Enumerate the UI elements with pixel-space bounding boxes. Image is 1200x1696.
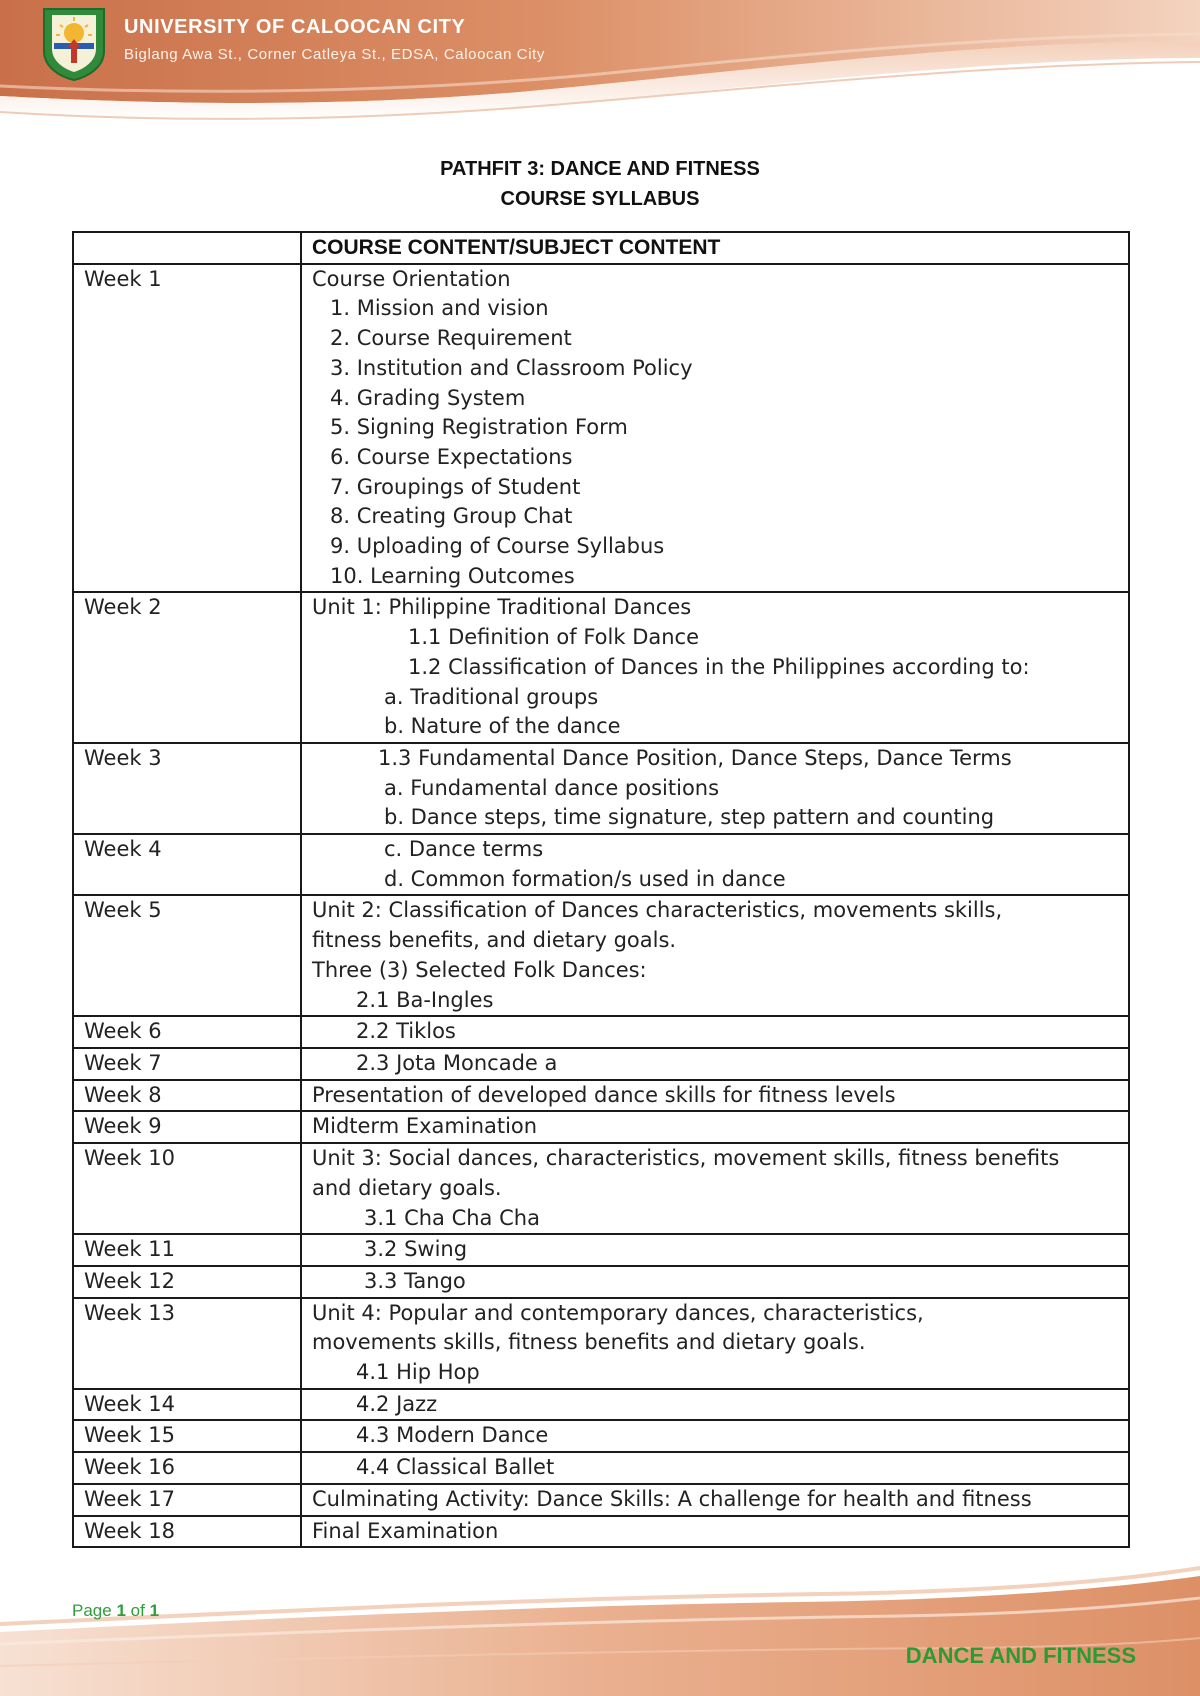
week-cell: Week 18 <box>73 1516 301 1548</box>
page-of: of <box>130 1601 145 1620</box>
week-column-header <box>73 232 301 264</box>
content-line: Midterm Examination <box>312 1114 538 1139</box>
week-cell: Week 15 <box>73 1420 301 1452</box>
page-current: 1 <box>116 1601 126 1620</box>
content-line: 3. Institution and Classroom Policy <box>330 355 693 380</box>
week-cell: Week 10 <box>73 1143 301 1234</box>
content-cell <box>301 1234 1129 1266</box>
content-line: 4.3 Modern Dance <box>356 1423 549 1448</box>
content-cell <box>301 1111 1129 1143</box>
content-line: 2.3 Jota Moncade a <box>356 1050 558 1075</box>
content-line: 4.4 Classical Ballet <box>356 1455 555 1480</box>
content-line: 3.2 Swing <box>364 1237 468 1262</box>
content-cell <box>301 1516 1129 1548</box>
content-line: 1. Mission and vision <box>330 296 549 321</box>
content-line: movements skills, fitness benefits and dietary goals. <box>312 1330 866 1355</box>
table-header-row <box>73 232 1129 264</box>
table-row <box>73 1298 1129 1389</box>
content-line: and dietary goals. <box>312 1175 502 1200</box>
content-line: 8. Creating Group Chat <box>330 504 573 529</box>
content-line: c. Dance terms <box>384 837 544 862</box>
content-line: 2.2 Tiklos <box>356 1019 456 1044</box>
content-line: 4.1 Hip Hop <box>356 1360 480 1385</box>
content-line: 9. Uploading of Course Syllabus <box>330 534 665 559</box>
content-cell <box>301 1016 1129 1048</box>
content-line: 3.3 Tango <box>364 1268 466 1293</box>
table-row <box>73 1420 1129 1452</box>
content-line: 10. Learning Outcomes <box>330 563 575 588</box>
week-cell: Week 5 <box>73 895 301 1016</box>
content-cell <box>301 592 1129 743</box>
content-line: d. Common formation/s used in dance <box>384 866 786 891</box>
table-row <box>73 895 1129 1016</box>
table-row <box>73 1389 1129 1421</box>
content-cell <box>301 1298 1129 1389</box>
table-row <box>73 1048 1129 1080</box>
week-cell: Week 17 <box>73 1484 301 1516</box>
content-line: 5. Signing Registration Form <box>330 415 628 440</box>
content-cell <box>301 1048 1129 1080</box>
week-cell: Week 6 <box>73 1016 301 1048</box>
week-cell: Week 12 <box>73 1266 301 1298</box>
table-row <box>73 1266 1129 1298</box>
footer-band-graphic <box>0 1560 1200 1696</box>
footer-course-title: DANCE AND FITNESS <box>905 1643 1136 1668</box>
content-line: 2.1 Ba-Ingles <box>356 987 494 1012</box>
syllabus-table <box>72 231 1130 1548</box>
content-line: Culminating Activity: Dance Skills: A challenge for health and fitness <box>312 1486 1032 1511</box>
content-cell <box>301 1389 1129 1421</box>
table-row <box>73 834 1129 895</box>
content-line: 4.2 Jazz <box>356 1391 438 1416</box>
table-row <box>73 1234 1129 1266</box>
week-cell: Week 2 <box>73 592 301 743</box>
table-row <box>73 1080 1129 1112</box>
document-subtitle: COURSE SYLLABUS <box>500 188 700 210</box>
week-cell: Week 7 <box>73 1048 301 1080</box>
week-cell: Week 1 <box>73 264 301 593</box>
content-cell <box>301 1420 1129 1452</box>
week-cell: Week 8 <box>73 1080 301 1112</box>
table-row <box>73 1452 1129 1484</box>
table-row <box>73 743 1129 834</box>
content-line: 6. Course Expectations <box>330 444 573 469</box>
content-line: b. Nature of the dance <box>384 714 621 739</box>
content-line: Unit 3: Social dances, characteristics, movement skills, fitness benefits <box>312 1146 1060 1171</box>
document-title-block <box>0 154 1200 214</box>
footer-banner <box>0 1560 1200 1696</box>
content-cell <box>301 834 1129 895</box>
content-cell <box>301 1452 1129 1484</box>
content-cell <box>301 1266 1129 1298</box>
table-row <box>73 264 1129 593</box>
content-line: 4. Grading System <box>330 385 526 410</box>
page-label: Page <box>72 1601 112 1620</box>
week-cell: Week 14 <box>73 1389 301 1421</box>
content-line: Unit 4: Popular and contemporary dances, characteristics, <box>312 1300 924 1325</box>
content-line: Unit 1: Philippine Traditional Dances <box>312 595 692 620</box>
content-cell <box>301 895 1129 1016</box>
content-line: 1.1 Definition of Folk Dance <box>408 625 700 650</box>
content-line: Presentation of developed dance skills for fitness levels <box>312 1082 896 1107</box>
content-line: 1.2 Classification of Dances in the Philippines according to: <box>408 654 1030 679</box>
content-cell <box>301 1143 1129 1234</box>
content-line: 7. Groupings of Student <box>330 474 581 499</box>
content-column-header: COURSE CONTENT/SUBJECT CONTENT <box>301 232 1129 264</box>
content-cell <box>301 743 1129 834</box>
page-total: 1 <box>149 1601 160 1620</box>
content-line: fitness benefits, and dietary goals. <box>312 928 677 953</box>
university-seal-logo <box>38 5 110 81</box>
week-cell: Week 3 <box>73 743 301 834</box>
content-line: Unit 2: Classification of Dances characteristics, movements skills, <box>312 898 1003 923</box>
content-line: Course Orientation <box>312 266 511 291</box>
content-line: b. Dance steps, time signature, step pattern and counting <box>384 805 995 830</box>
university-address: Biglang Awa St., Corner Catleya St., EDSA, Caloocan City <box>124 46 546 63</box>
content-line: 1.3 Fundamental Dance Position, Dance Steps, Dance Terms <box>378 745 1012 770</box>
content-line: 2. Course Requirement <box>330 326 572 351</box>
page-number <box>72 1601 159 1621</box>
course-title: PATHFIT 3: DANCE AND FITNESS <box>440 158 760 180</box>
content-line: a. Fundamental dance positions <box>384 775 720 800</box>
week-cell: Week 9 <box>73 1111 301 1143</box>
table-row <box>73 1111 1129 1143</box>
week-cell: Week 4 <box>73 834 301 895</box>
week-cell: Week 13 <box>73 1298 301 1389</box>
table-row <box>73 1484 1129 1516</box>
table-row <box>73 1516 1129 1548</box>
table-row <box>73 1016 1129 1048</box>
content-line: Final Examination <box>312 1518 499 1543</box>
week-cell: Week 16 <box>73 1452 301 1484</box>
content-cell <box>301 1080 1129 1112</box>
letterhead-banner <box>0 0 1200 130</box>
table-row <box>73 592 1129 743</box>
content-cell <box>301 1484 1129 1516</box>
content-line: Three (3) Selected Folk Dances: <box>312 957 647 982</box>
university-name: UNIVERSITY OF CALOOCAN CITY <box>124 16 466 38</box>
week-cell: Week 11 <box>73 1234 301 1266</box>
content-line: a. Traditional groups <box>384 684 599 709</box>
content-line: 3.1 Cha Cha Cha <box>364 1205 540 1230</box>
table-row <box>73 1143 1129 1234</box>
content-cell <box>301 264 1129 593</box>
